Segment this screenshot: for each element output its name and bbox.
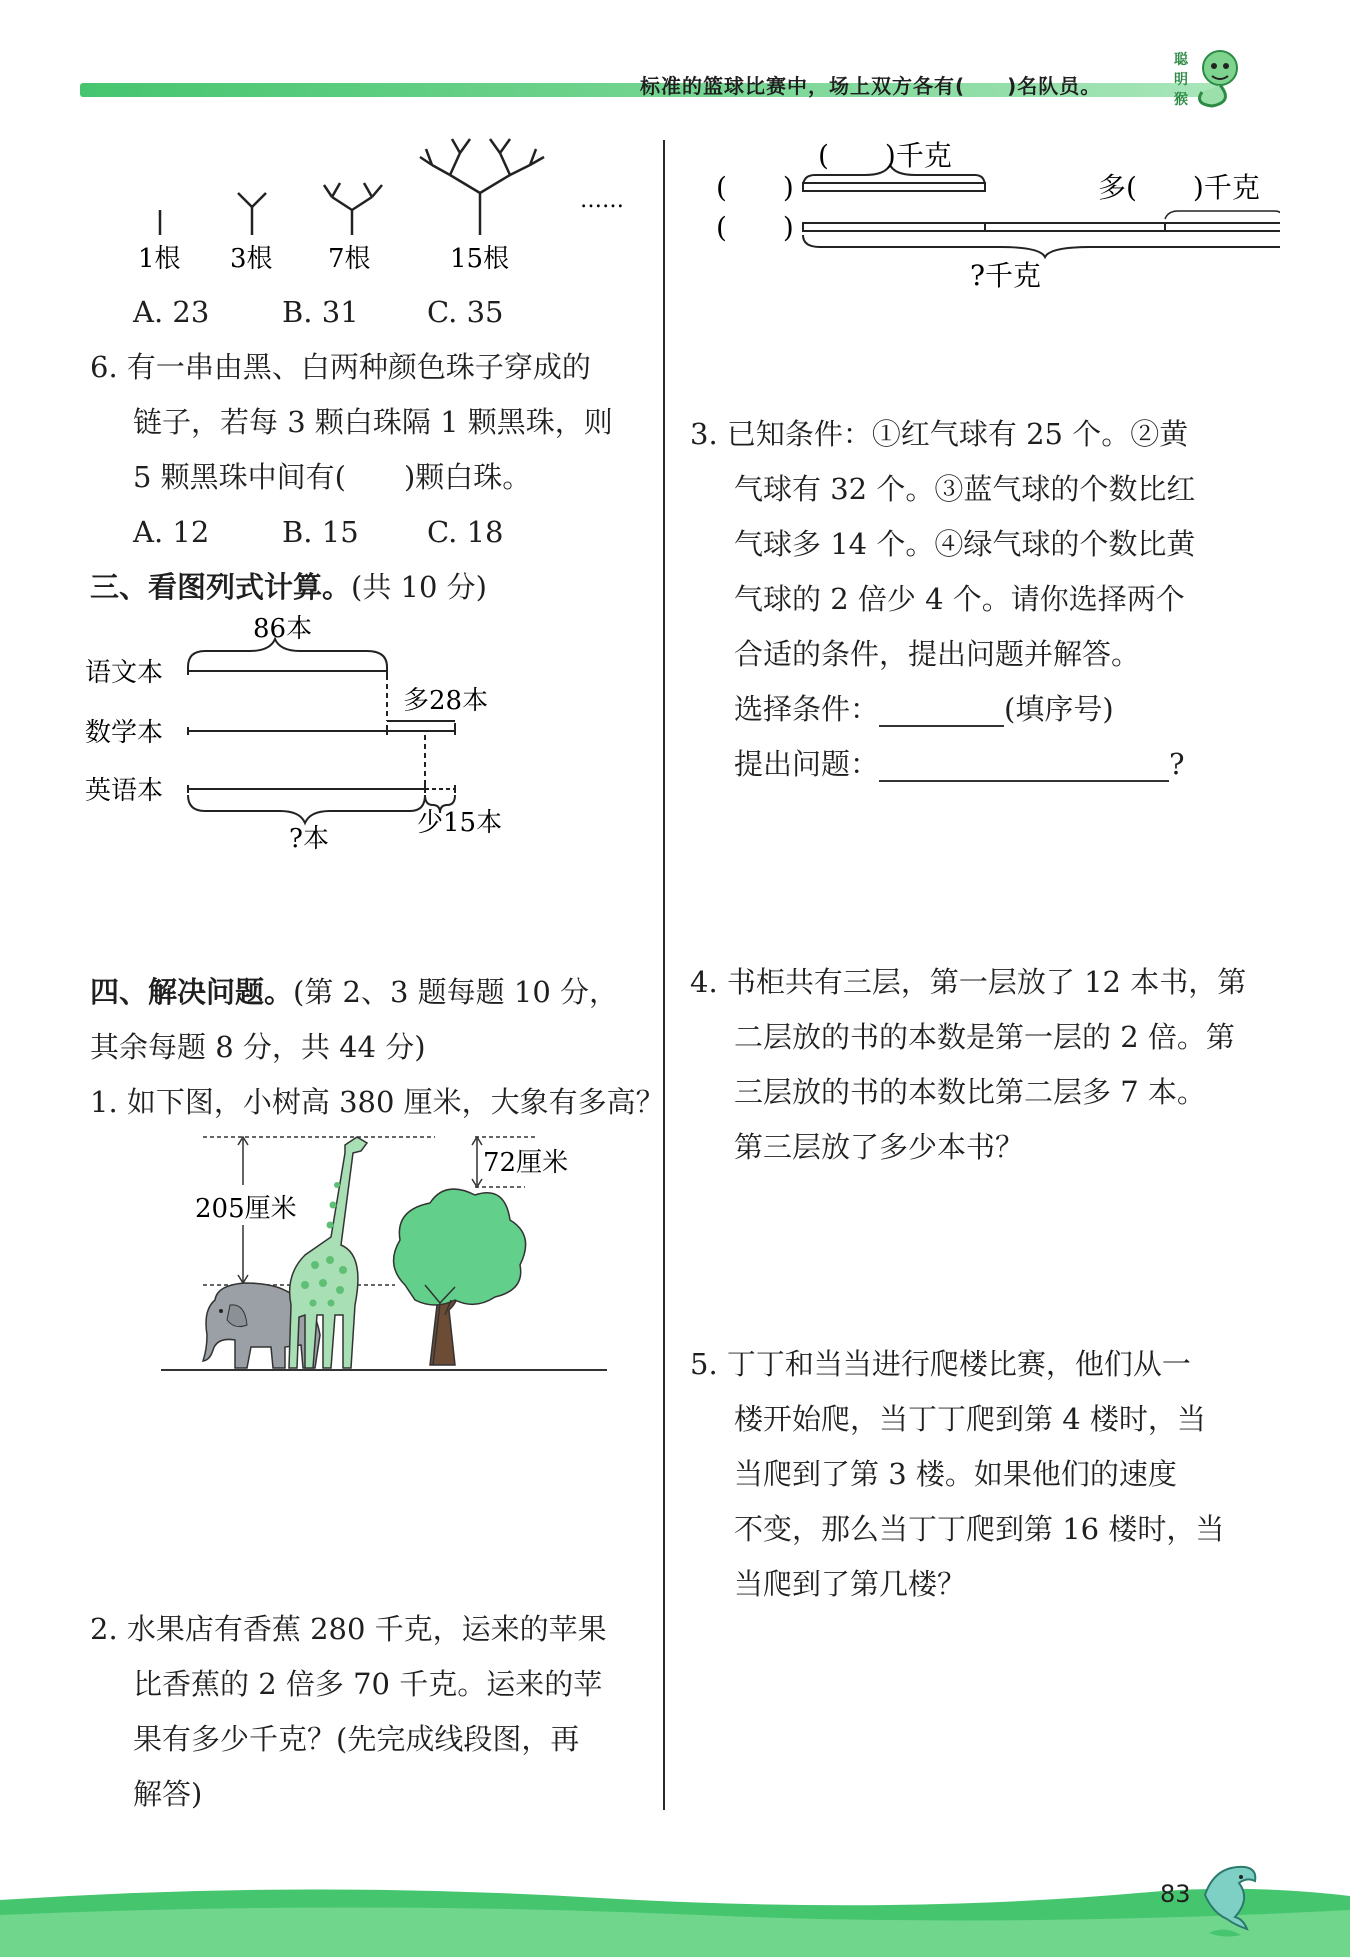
branch-label-1: 1根 [138,244,181,274]
monkey-mascot-icon [1172,42,1250,112]
problem5-line-2: 楼开始爬，当丁丁爬到第 4 楼时，当 [734,1402,1206,1436]
books-segment-figure [85,615,545,855]
problem4-line-2: 二层放的书的本数是第一层的 2 倍。第 [734,1020,1235,1054]
q5-option-b[interactable]: B. 31 [282,295,359,329]
fig2-more-label: 多( )千克 [1098,171,1260,204]
q5-option-a[interactable]: A. 23 [133,295,210,329]
q6-line-1: 6. 有一串由黑、白两种颜色珠子穿成的 [90,350,591,384]
problem3-line-5: 合适的条件，提出问题并解答。 [734,637,1141,671]
svg-text:聪: 聪 [1174,52,1188,68]
row-label-english: 英语本 [85,776,164,806]
problem1-text: 1. 如下图，小树高 380 厘米，大象有多高？ [90,1085,665,1119]
problem3-line-1: 3. 已知条件：①红气球有 25 个。②黄 [690,417,1189,451]
section4-score-1: (第 2、3 题每题 10 分， [293,975,619,1009]
section3-score: (共 10 分) [351,570,487,604]
fruit-segment-figure [700,135,1280,295]
row-label-chinese: 语文本 [85,658,164,688]
dolphin-mascot-icon [1195,1855,1265,1940]
fig2-row1-paren: ( ) [716,171,794,204]
problem2-line-4: 解答) [133,1777,203,1811]
branch-label-4: 15根 [450,244,510,274]
ask-question-label: 提出问题： [734,747,880,781]
select-condition-blank[interactable] [879,695,1004,727]
height-205-label: 205厘米 [195,1194,297,1224]
svg-text:明: 明 [1174,72,1188,88]
branch-label-2: 3根 [230,244,273,274]
top-label-86: 86本 [253,615,313,644]
q6-option-c[interactable]: C. 18 [427,515,504,549]
problem5-line-4: 不变，那么当丁丁爬到第 16 楼时，当 [734,1512,1225,1546]
q6-option-b[interactable]: B. 15 [282,515,359,549]
problem2-line-1: 2. 水果店有香蕉 280 千克，运来的苹果 [90,1612,607,1646]
problem3-line-2: 气球有 32 个。③蓝气球的个数比红 [734,472,1196,506]
q5-option-c[interactable]: C. 35 [427,295,504,329]
section4-score-2: 其余每题 8 分，共 44 分) [90,1030,426,1064]
problem4-line-4: 第三层放了多少本书？ [734,1130,1025,1164]
ask-question-end: ? [1169,747,1185,781]
section3-title: 三、看图列式计算。 [90,570,352,604]
section4-heading-line1 [90,965,618,1020]
animals-figure [155,1125,615,1380]
branch-label-3: 7根 [328,244,371,274]
row-label-math: 数学本 [85,718,164,748]
header-tip: 标准的篮球比赛中，场上双方各有( )名队员。 [640,74,1102,98]
q6-option-a[interactable]: A. 12 [133,515,210,549]
svg-text:猴: 猴 [1174,92,1188,108]
problem4-line-3: 三层放的书的本数比第二层多 7 本。 [734,1075,1206,1109]
select-condition-label: 选择条件： [734,692,880,726]
problem5-line-1: 5. 丁丁和当当进行爬楼比赛，他们从一 [690,1347,1191,1381]
fig2-row2-paren: ( ) [716,211,794,244]
q6-line-2: 链子，若每 3 颗白珠隔 1 颗黑珠，则 [133,405,613,439]
section4-title: 四、解决问题。 [90,975,294,1009]
fig2-top-label: ( )千克 [818,139,952,172]
column-divider [663,140,665,1810]
problem3-line-4: 气球的 2 倍少 4 个。请你选择两个 [734,582,1185,616]
section3-heading [90,560,487,615]
height-72-label: 72厘米 [483,1148,569,1178]
q6-line-3: 5 颗黑珠中间有( )颗白珠。 [133,460,532,494]
problem5-line-3: 当爬到了第 3 楼。如果他们的速度 [734,1457,1177,1491]
ask-question-row [734,737,1185,792]
problem4-line-1: 4. 书柜共有三层，第一层放了 12 本书，第 [690,965,1247,999]
branch-figure [120,135,650,285]
branch-ellipsis: …… [580,188,624,213]
less-15-label: 少15本 [417,808,503,838]
select-condition-hint: (填序号) [1004,692,1114,726]
page-number: 83 [1160,1880,1191,1908]
problem3-line-3: 气球多 14 个。④绿气球的个数比黄 [734,527,1196,561]
question-books-label: ?本 [289,824,329,854]
problem2-line-2: 比香蕉的 2 倍多 70 千克。运来的苹 [133,1667,603,1701]
tree-icon [394,1189,526,1365]
ask-question-blank[interactable] [879,750,1169,782]
fig2-question-label: ?千克 [970,259,1042,292]
problem2-line-3: 果有多少千克？(先完成线段图，再 [133,1722,580,1756]
select-condition-row [734,682,1114,737]
footer-wave [0,1860,1350,1957]
problem5-line-5: 当爬到了第几楼？ [734,1567,967,1601]
more-28-label: 多28本 [403,686,489,716]
